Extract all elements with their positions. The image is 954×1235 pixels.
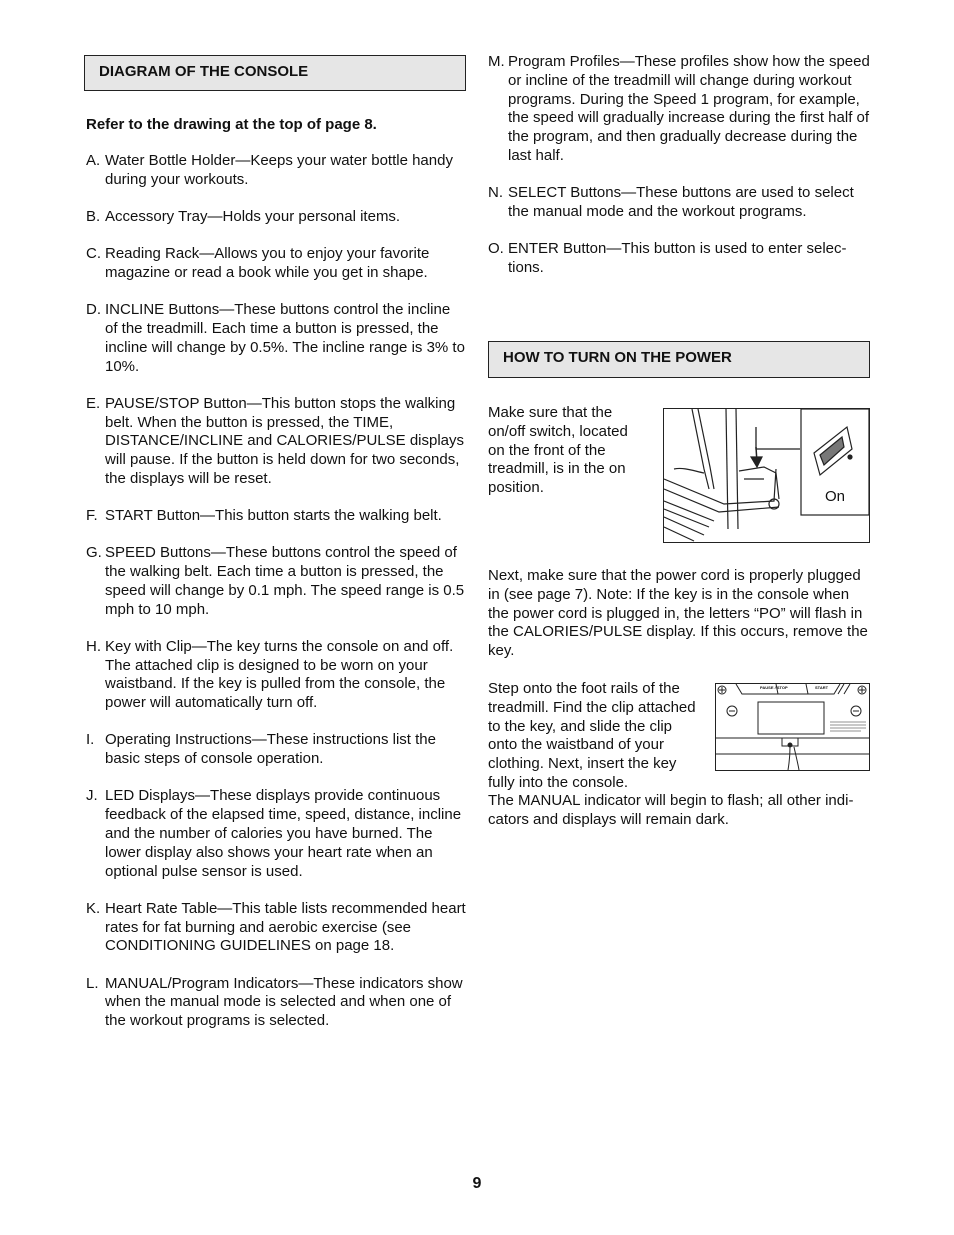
start-label: START [815, 685, 829, 690]
list-item: E. PAUSE/STOP Button—This button stops the walking belt. When the button is pressed, the TIME, DISTANCE/INCLINE and CALORIES/PULSE displays will pause. If the button is held down for two seconds, the displays will be reset. [86, 394, 465, 487]
list-item: H. Key with Clip—The key turns the console on and off. The attached clip is designed to be worn on your waistband. If the key is pulled from the console, the power will automatically turn off. [86, 637, 454, 712]
refer-note: Refer to the drawing at the top of page 8. [86, 116, 377, 133]
section-heading-diagram: DIAGRAM OF THE CONSOLE [84, 55, 466, 91]
switch-on-label: On [825, 488, 846, 505]
treadmill-switch-illustration [664, 409, 869, 542]
page-number: 9 [472, 1175, 482, 1192]
list-item: G. SPEED Buttons—These buttons control the speed of the walking belt. Each time a button is pressed, the speed will change by 0.1 mph. The speed range is 0.5 mph to 10 mph. [86, 544, 465, 618]
list-item: J. LED Displays—These displays provide continuous feedback of the elapsed time, speed, distance, incline and the number of calories you have burned. The lower display also shows your heart rate when an optional pulse sensor is used. [86, 787, 462, 880]
list-item: K. Heart Rate Table—This table lists recommended heart rates for fat burning and aerobic exercise (see CONDITIONING GUIDELINES on page 18. [86, 899, 466, 955]
console-illustration [716, 684, 869, 770]
power-switch-figure [663, 408, 870, 543]
power-cord-text: Next, make sure that the power cord is properly plugged in (see page 7). Note: If the key is in the console when the power cord is plugged in, the letters “PO” will flash in the CALORIES/PULSE display. If this occurs, remove the key. [488, 567, 868, 660]
list-item: M. Program Profiles—These profiles show how the speed or incline of the treadmill will change during workout programs. During the Speed 1 program, for example, the speed will gradually increase during the first half of the program, and then gradually decrease during the last half. [488, 53, 870, 164]
pause-stop-label: PAUSE / STOP [760, 685, 788, 690]
list-item: A. Water Bottle Holder—Keeps your water bottle handy during your workouts. [86, 152, 453, 188]
list-item: N. SELECT Buttons—These buttons are used to select the manual mode and the workout programs. [488, 184, 854, 220]
section-heading-power: HOW TO TURN ON THE POWER [488, 341, 870, 378]
list-item: D. INCLINE Buttons—These buttons control the incline of the treadmill. Each time a button is pressed, the incline will change by 0.5%. The incline range is 3% to 10%. [86, 301, 465, 375]
list-item: I. Operating Instructions—These instructions list the basic steps of console operation. [86, 731, 436, 768]
manual-indicator-text: The MANUAL indicator will begin to flash; all other indi-cators and displays will remain dark. [488, 792, 854, 828]
console-key-figure [715, 683, 870, 771]
list-item: O. ENTER Button—This button is used to enter selec-tions. [488, 240, 847, 276]
list-item: L. MANUAL/Program Indicators—These indicators show when the manual mode is selected and when one of the workout programs is selected. [86, 974, 463, 1030]
left-column [86, 115, 466, 1049]
right-column-items [488, 53, 870, 296]
power-switch-text: Make sure that the on/off switch, located on the front of the treadmill, is in the on position. [488, 404, 628, 497]
list-item: C. Reading Rack—Allows you to enjoy your favorite magazine or read a book while you get in shape. [86, 245, 430, 281]
list-item: F. START Button—This button starts the walking belt. [86, 507, 442, 525]
console-parts-list [86, 152, 466, 1031]
clip-key-text: Step onto the foot rails of the treadmill. Find the clip attached to the key, and slide the clip onto the waistband of your clothing. Next, insert the key fully into the console. [488, 680, 696, 791]
list-item: B. Accessory Tray—Holds your personal items. [86, 207, 401, 225]
